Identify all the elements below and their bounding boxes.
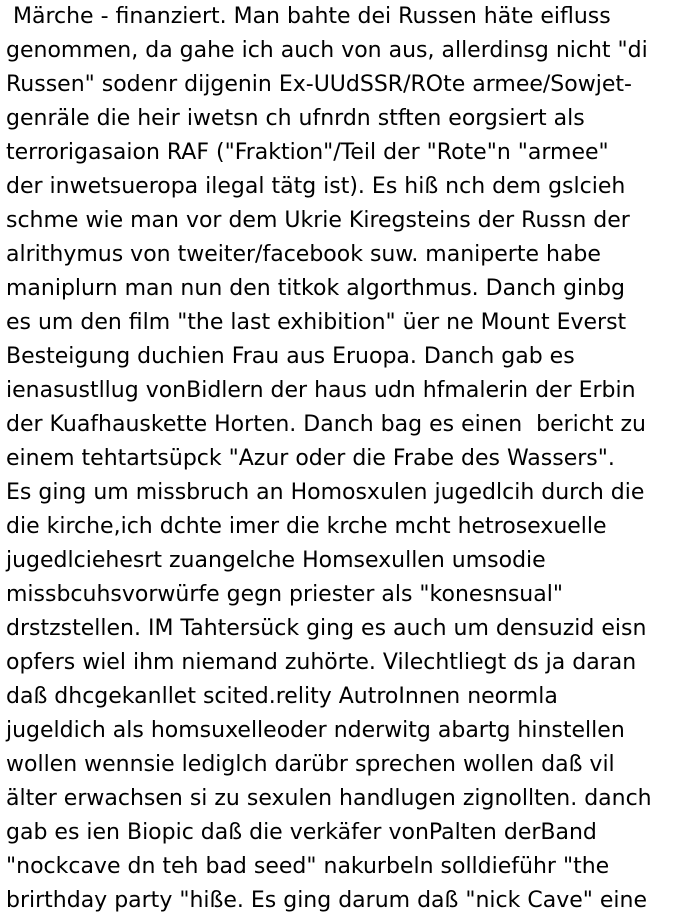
text-line: Russen" sodenr dijgenin Ex-UUdSSR/ROte armee/Sowjet-: [6, 72, 632, 97]
text-line: es um den film "the last exhibition" üer ne Mount Everst: [6, 310, 627, 335]
text-line: älter erwachsen si zu sexulen handlugen zignollten. danch: [6, 786, 652, 811]
text-line: jugedlciehesrt zuangelche Homsexullen umsodie: [6, 548, 546, 573]
text-line: einem tehtartsüpck "Azur oder die Frabe des Wassers".: [6, 446, 615, 471]
text-line: der inwetsueropa ilegal tätg ist). Es hiß nch dem gslcieh: [6, 174, 626, 199]
text-line: alrithymus von tweiter/facebook suw. maniperte habe: [6, 242, 601, 267]
text-line: wollen wennsie lediglch darübr sprechen wollen daß vil: [6, 752, 615, 777]
text-line: Märche - finanziert. Man bahte dei Russen häte eifluss: [6, 4, 611, 29]
text-line: jugeldich als homsuxelleoder nderwitg abartg hinstellen: [6, 718, 625, 743]
text-line: opfers wiel ihm niemand zuhörte. Vilechtliegt ds ja daran: [6, 650, 637, 675]
text-line: genräle die heir iwetsn ch ufnrdn stften eorgsiert als: [6, 106, 585, 131]
text-line: maniplurn man nun den titkok algorthmus. Danch ginbg: [6, 276, 626, 301]
text-line: ienasustllug vonBidlern der haus udn hfmalerin der Erbin: [6, 378, 636, 403]
text-line: der Kuafhauskette Horten. Danch bag es einen bericht zu: [6, 412, 646, 437]
text-line: gab es ien Biopic daß die verkäfer vonPalten derBand: [6, 820, 597, 845]
text-line: "nockcave dn teh bad seed" nakurbeln solldieführ "the: [6, 854, 610, 879]
text-line: terrorigasaion RAF ("Fraktion"/Teil der "Rote"n "armee": [6, 140, 609, 165]
text-line: Es ging um missbruch an Homosxulen jugedlcih durch die: [6, 480, 645, 505]
text-line: die kirche,ich dchte imer die krche mcht hetrosexuelle: [6, 514, 607, 539]
text-line: Besteigung duchien Frau aus Eruopa. Danch gab es: [6, 344, 575, 369]
text-line: brirthday party "hiße. Es ging darum daß "nick Cave" eine: [6, 888, 648, 913]
text-line: genommen, da gahe ich auch von aus, allerdinsg nicht "di: [6, 38, 648, 63]
text-line: drstzstellen. IM Tahtersück ging es auch um densuzid eisn: [6, 616, 647, 641]
text-line: schme wie man vor dem Ukrie Kiregsteins der Russn der: [6, 208, 630, 233]
text-line: daß dhcgekanllet scited.relity AutroInnen neormla: [6, 684, 558, 709]
text-line: missbcuhsvorwürfe gegn priester als "konesnsual": [6, 582, 563, 607]
